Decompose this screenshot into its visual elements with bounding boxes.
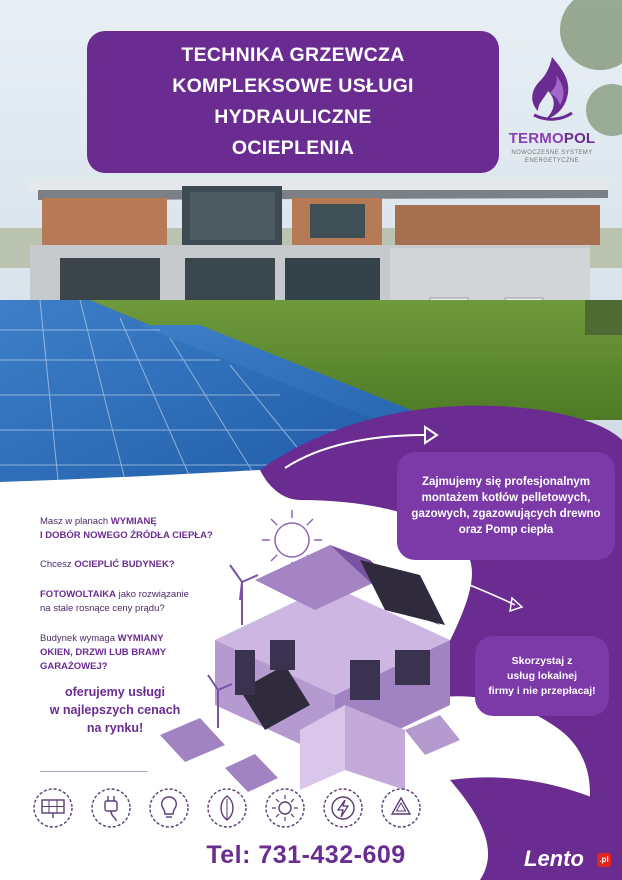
- sun-icon: [264, 787, 306, 829]
- solar-panel-icon: [32, 787, 74, 829]
- phone-number: Tel: 731-432-609: [206, 841, 406, 869]
- headline-line: KOMPLEKSOWE USŁUGI: [172, 75, 414, 97]
- leaf-icon: [206, 787, 248, 829]
- headline-line: OCIEPLENIA: [231, 137, 355, 159]
- offer-text: oferujemy usługi w najlepszych cenach na rynku!: [49, 685, 181, 735]
- headline-line: TECHNIKA GRZEWCZA: [181, 44, 405, 66]
- service-icons-row: [32, 787, 432, 833]
- lento-watermark-suffix: .pl: [597, 853, 611, 867]
- question-windows: Budynek wymaga WYMIANY OKIEN, DRZWI LUB BRAMY GARAŻOWEJ?: [40, 633, 167, 672]
- energy-bolt-icon: [322, 787, 364, 829]
- lento-watermark: Lento: [524, 846, 584, 871]
- services-bubble: Zajmujemy się profesjonalnym montażem kotłów pelletowych, gazowych, zgazowujących drewno oraz Pomp ciepła: [397, 452, 615, 560]
- plug-icon: [90, 787, 132, 829]
- question-photovoltaics: FOTOWOLTAIKA jako rozwiązanie na stale rosnące ceny prądu?: [40, 589, 189, 614]
- question-insulation: Chcesz OCIEPLIĆ BUDYNEK?: [40, 559, 175, 570]
- logo-wordmark: TERMOPOL: [508, 130, 596, 147]
- logo-tagline: NOWOCZESNE SYSTEMY ENERGETYCZNE: [511, 150, 593, 164]
- divider: [40, 771, 148, 772]
- local-company-bubble: Skorzystaj z usług lokalnej firmy i nie przepłacaj!: [475, 636, 609, 716]
- headline-line: HYDRAULICZNE: [214, 106, 372, 128]
- lightbulb-icon: [148, 787, 190, 829]
- question-heat-source: Masz w planach WYMIANĘ I DOBÓR NOWEGO ŹRÓDŁA CIEPŁA?: [40, 516, 213, 541]
- recycle-icon: [380, 787, 422, 829]
